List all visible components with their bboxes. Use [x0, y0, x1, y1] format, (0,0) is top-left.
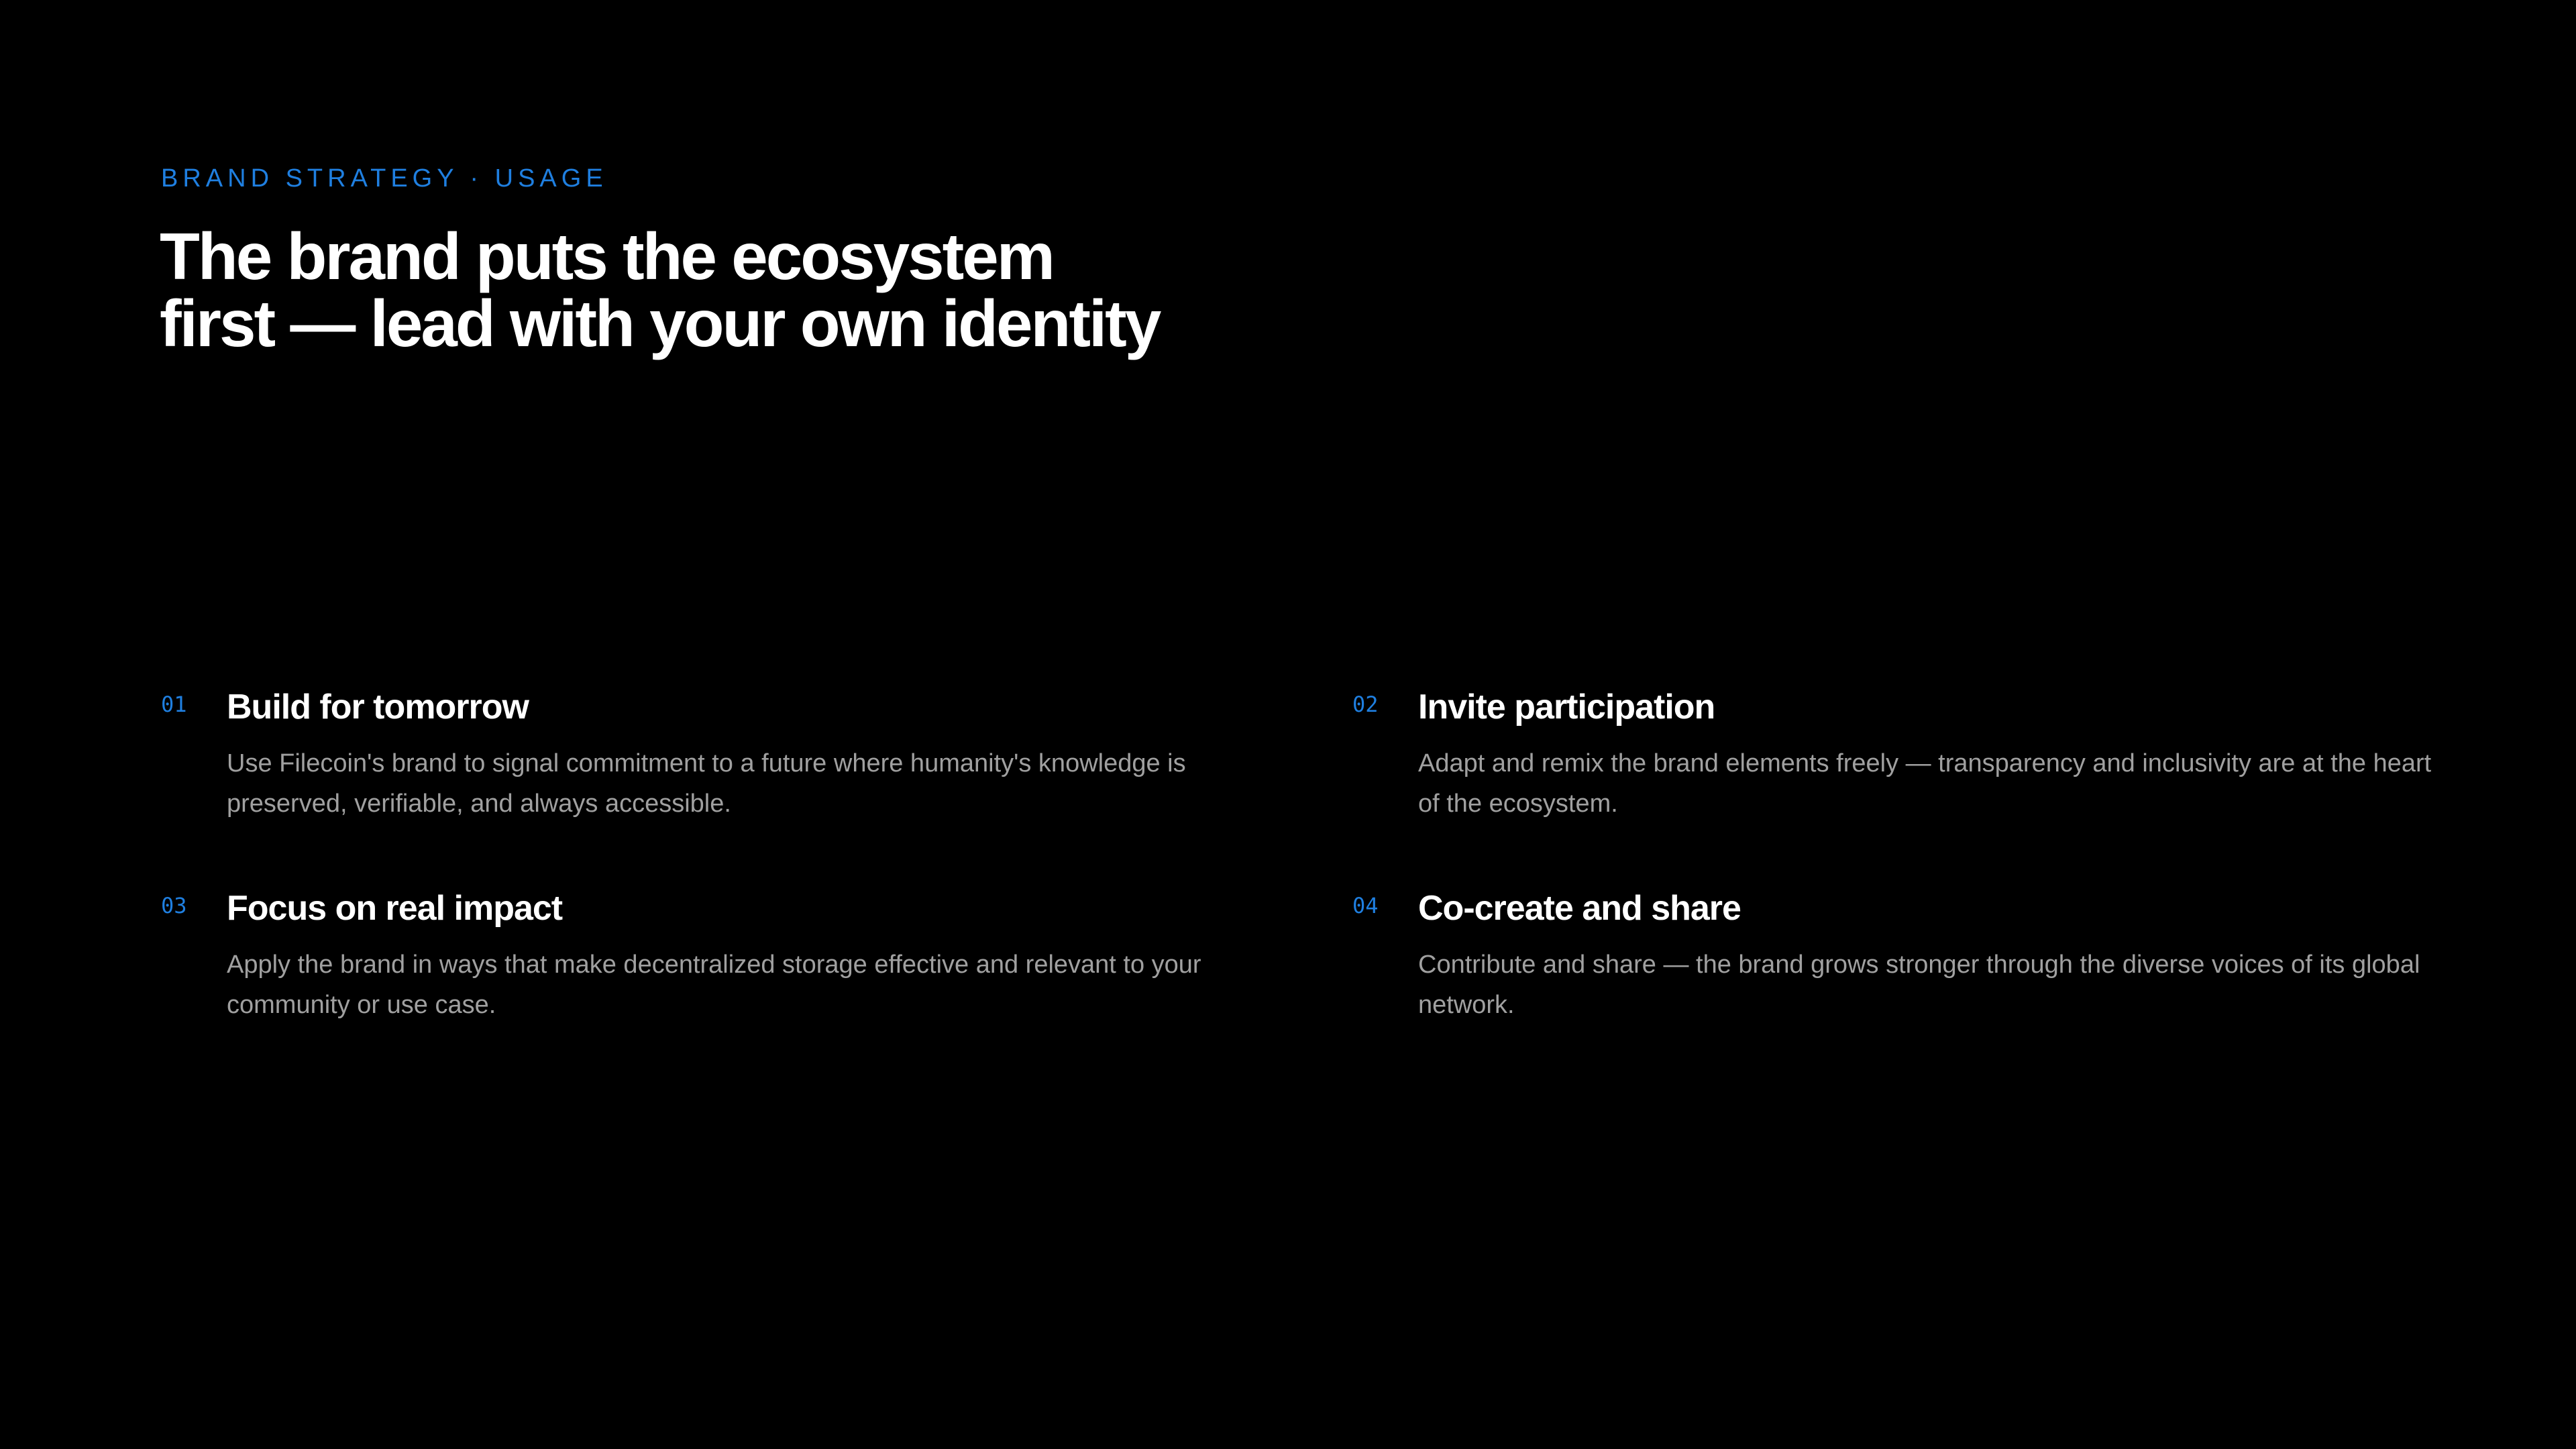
principle-description: Apply the brand in ways that make decentralized storage effective and relevant to your community or use case.	[227, 951, 1201, 1019]
principle-number: 04	[1352, 893, 1379, 918]
section-eyebrow: BRAND STRATEGY · USAGE	[161, 164, 608, 193]
principle-number: 03	[161, 893, 187, 918]
principle-number: 02	[1352, 692, 1379, 717]
principle-description: Use Filecoin's brand to signal commitment to a future where humanity's knowledge is preserved, verifiable, and always accessible.	[227, 749, 1186, 818]
principle-title: Invite participation	[1418, 688, 1715, 727]
principle-title: Focus on real impact	[227, 889, 563, 928]
principle-description: Adapt and remix the brand elements freely — transparency and inclusivity are at the heart of the ecosystem.	[1418, 749, 2432, 818]
principle-title: Co-create and share	[1418, 889, 1741, 928]
page-title-line-1: The brand puts the ecosystem	[160, 219, 1053, 293]
principle-number: 01	[161, 692, 187, 717]
principle-description: Contribute and share — the brand grows stronger through the diverse voices of its global network.	[1418, 951, 2420, 1019]
page-title	[160, 219, 1434, 360]
page-title-line-2: first — lead with your own identity	[160, 286, 1160, 360]
principle-title: Build for tomorrow	[227, 688, 529, 727]
